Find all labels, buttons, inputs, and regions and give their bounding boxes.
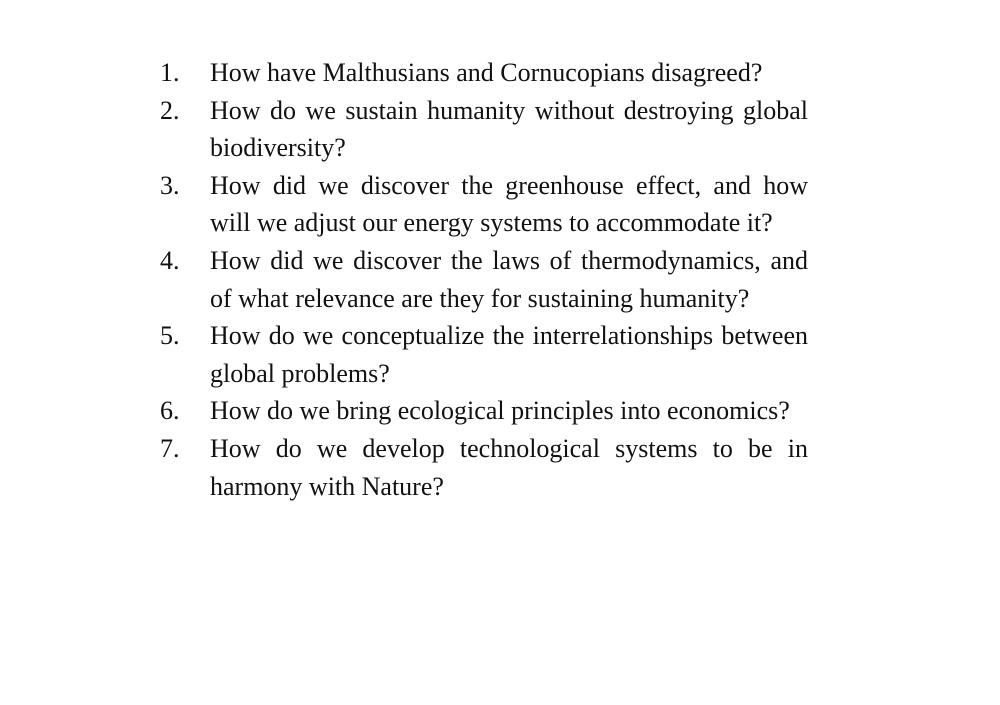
list-item [160, 317, 808, 392]
list-item [160, 92, 808, 167]
item-number: 5. [160, 321, 180, 351]
item-text: How do we conceptualize the interrelationships between global problems? [210, 321, 808, 388]
item-text: How did we discover the laws of thermodynamics, and of what relevance are they for sustaining humanity? [210, 245, 808, 313]
list-item [160, 242, 808, 317]
item-number: 4. [160, 245, 180, 275]
item-number: 6. [160, 396, 180, 426]
item-number: 2. [160, 95, 180, 125]
item-text: How do we sustain humanity without destroying global biodiversity? [210, 95, 808, 163]
item-text: How have Malthusians and Cornucopians disagreed? [210, 58, 763, 87]
item-text: How do we develop technological systems to be in harmony with Nature? [210, 433, 808, 501]
item-number: 1. [160, 58, 180, 87]
item-text: How do we bring ecological principles into economics? [210, 396, 790, 426]
question-list [160, 54, 808, 505]
list-item [160, 54, 808, 92]
list-item [160, 430, 808, 505]
item-text: How did we discover the greenhouse effect, and how will we adjust our energy systems to accommodate it? [210, 170, 808, 238]
item-number: 7. [160, 433, 180, 463]
item-number: 3. [160, 170, 180, 200]
list-item [160, 392, 808, 430]
list-item [160, 167, 808, 242]
